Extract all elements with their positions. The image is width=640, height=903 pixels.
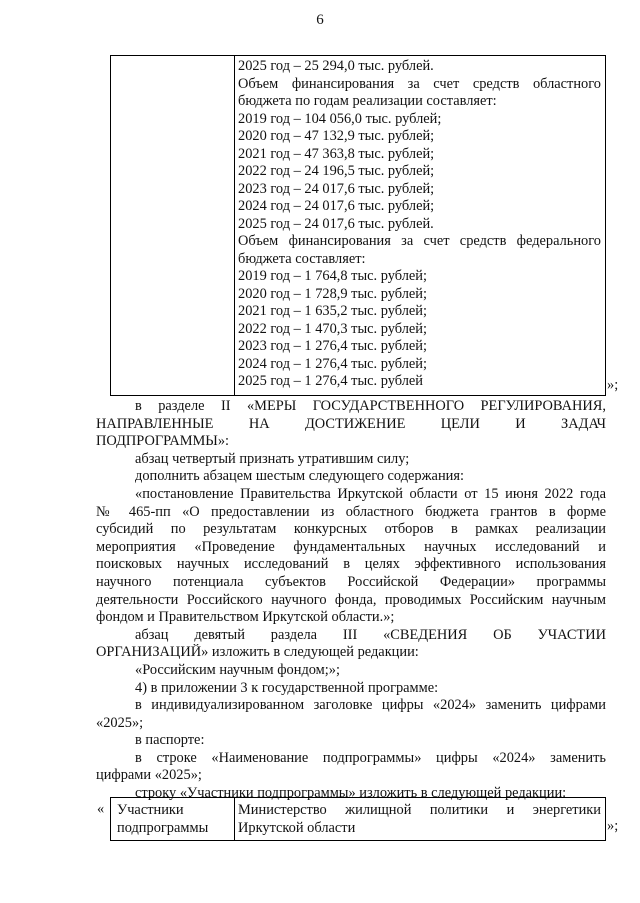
financing-line: 2025 год – 25 294,0 тыс. рублей. (238, 58, 434, 74)
body-line: ПОДПРОГРАММЫ»: (96, 433, 230, 450)
body-line: «Российским научным фондом;»; (135, 661, 340, 678)
body-line: поисковых научных исследований в целях эффективного использования (96, 556, 606, 573)
body-line: строку «Участники подпрограммы» изложить в следующей редакции: (135, 785, 567, 802)
financing-line: 2020 год – 47 132,9 тыс. рублей; (238, 128, 435, 144)
financing-line: 2019 год – 1 764,8 тыс. рублей; (238, 268, 427, 284)
body-line: НАПРАВЛЕННЫЕ НА ДОСТИЖЕНИЕ ЦЕЛИ И ЗАДАЧ (96, 415, 606, 432)
document-body (96, 398, 606, 803)
body-line: в индивидуализированном заголовке цифры «2024» заменить цифрами (135, 697, 606, 714)
body-line: № 465-пп «О предоставлении из областного бюджета грантов в форме (96, 503, 606, 520)
page-number: 6 (316, 12, 324, 28)
financing-cell (238, 58, 601, 391)
table-closing-quote: »; (607, 818, 619, 834)
body-line: «постановление Правительства Иркутской области от 15 июня 2022 года (135, 485, 606, 502)
body-line: мероприятия «Проведение фундаментальных научных исследований и (96, 538, 606, 555)
table-closing-quote: »; (607, 377, 619, 393)
participants-label-line: подпрограммы (117, 820, 209, 836)
financing-line: 2024 год – 24 017,6 тыс. рублей; (238, 198, 435, 214)
body-line: фондом и Правительством Иркутской области.»; (96, 609, 395, 626)
body-line: в строке «Наименование подпрограммы» цифры «2024» заменить (135, 749, 606, 766)
financing-line: бюджета по годам реализации составляет: (238, 93, 497, 109)
participants-table (110, 797, 606, 841)
body-line: цифрами «2025»; (96, 767, 202, 784)
financing-line: 2023 год – 24 017,6 тыс. рублей; (238, 180, 435, 197)
participants-label-line: Участники (117, 802, 184, 818)
body-line: субсидий по результатам конкурсных отборов в рамках реализации (96, 521, 606, 538)
financing-line: бюджета составляет: (238, 250, 366, 267)
financing-line: 2022 год – 24 196,5 тыс. рублей; (238, 163, 435, 179)
participants-value-line: Министерство жилищной политики и энергетики (238, 802, 601, 818)
financing-line: 2025 год – 24 017,6 тыс. рублей. (238, 215, 434, 232)
financing-line: 2025 год – 1 276,4 тыс. рублей (238, 373, 423, 389)
body-line: дополнить абзацем шестым следующего содержания: (135, 468, 464, 485)
table-column-divider (234, 56, 235, 395)
financing-line: 2024 год – 1 276,4 тыс. рублей; (238, 355, 427, 372)
participants-value (238, 801, 601, 837)
financing-line: 2023 год – 1 276,4 тыс. рублей; (238, 338, 427, 354)
financing-line: 2022 год – 1 470,3 тыс. рублей; (238, 320, 427, 337)
financing-line: Объем финансирования за счет средств федерального (238, 233, 601, 249)
financing-line: 2021 год – 1 635,2 тыс. рублей; (238, 303, 427, 319)
participants-label (117, 801, 232, 837)
table-column-divider (234, 798, 235, 840)
financing-line: 2021 год – 47 363,8 тыс. рублей; (238, 145, 435, 162)
participants-value-line: Иркутской области (238, 820, 356, 836)
body-line: в разделе II «МЕРЫ ГОСУДАРСТВЕННОГО РЕГУЛИРОВАНИЯ, (135, 398, 606, 414)
financing-line: Объем финансирования за счет средств областного (238, 75, 601, 92)
financing-table (110, 55, 606, 396)
body-line: деятельности Российского научного фонда, проводимых Российским научным (96, 591, 606, 608)
body-line: в паспорте: (135, 732, 205, 749)
body-line: абзац четвертый признать утратившим силу; (135, 450, 410, 467)
body-line: абзац девятый раздела III «СВЕДЕНИЯ ОБ УЧАСТИИ (135, 626, 606, 643)
financing-line: 2019 год – 104 056,0 тыс. рублей; (238, 110, 442, 127)
financing-line: 2020 год – 1 728,9 тыс. рублей; (238, 285, 427, 302)
body-line: «2025»; (96, 714, 144, 731)
table-opening-quote: « (97, 801, 105, 817)
body-line: научного потенциала субъектов Российской Федерации» программы (96, 573, 606, 590)
body-line: 4) в приложении 3 к государственной программе: (135, 679, 439, 696)
body-line: ОРГАНИЗАЦИЙ» изложить в следующей редакции: (96, 644, 419, 661)
